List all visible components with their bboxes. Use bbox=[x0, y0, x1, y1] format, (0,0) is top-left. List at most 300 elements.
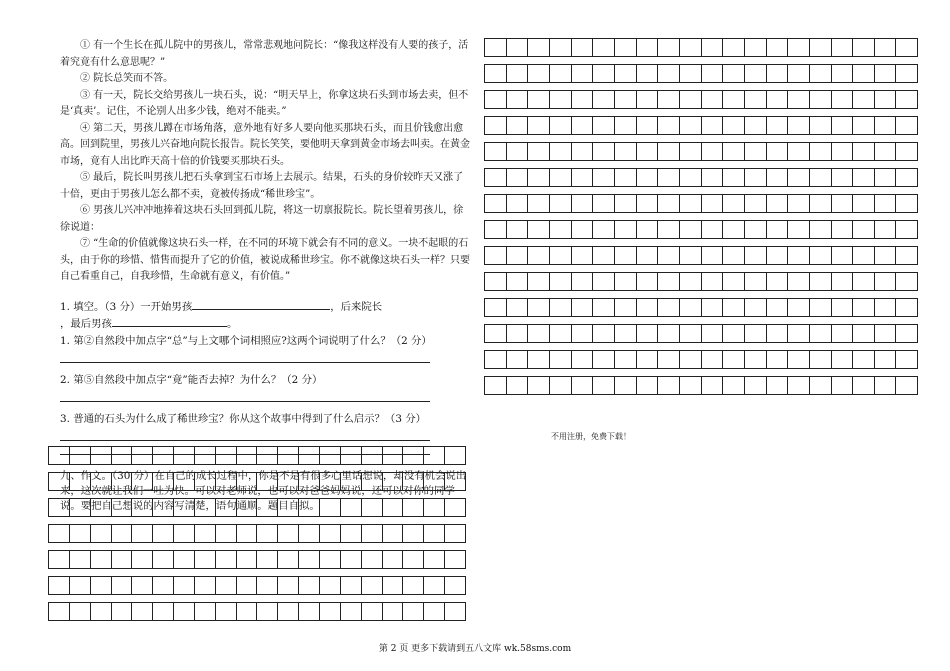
grid-cell[interactable] bbox=[658, 143, 680, 160]
grid-cell[interactable] bbox=[658, 299, 680, 316]
grid-cell[interactable] bbox=[278, 499, 299, 516]
grid-cell[interactable] bbox=[153, 551, 174, 568]
grid-cell[interactable] bbox=[572, 299, 594, 316]
grid-cell[interactable] bbox=[875, 39, 897, 56]
grid-cell[interactable] bbox=[810, 221, 832, 238]
grid-cell[interactable] bbox=[424, 551, 445, 568]
grid-cell[interactable] bbox=[112, 499, 133, 516]
grid-cell[interactable] bbox=[91, 447, 112, 464]
grid-cell[interactable] bbox=[49, 473, 70, 490]
grid-cell[interactable] bbox=[680, 195, 702, 212]
grid-cell[interactable] bbox=[237, 525, 258, 542]
grid-cell[interactable] bbox=[875, 377, 897, 394]
grid-cell[interactable] bbox=[257, 603, 278, 620]
grid-cell[interactable] bbox=[832, 247, 854, 264]
grid-cell[interactable] bbox=[216, 577, 237, 594]
grid-row[interactable] bbox=[48, 550, 466, 569]
grid-cell[interactable] bbox=[875, 247, 897, 264]
grid-cell[interactable] bbox=[507, 39, 529, 56]
grid-cell[interactable] bbox=[896, 65, 917, 82]
grid-cell[interactable] bbox=[767, 377, 789, 394]
grid-cell[interactable] bbox=[767, 325, 789, 342]
grid-cell[interactable] bbox=[853, 247, 875, 264]
grid-cell[interactable] bbox=[810, 273, 832, 290]
grid-cell[interactable] bbox=[658, 91, 680, 108]
grid-cell[interactable] bbox=[680, 299, 702, 316]
grid-row[interactable] bbox=[484, 298, 918, 317]
grid-cell[interactable] bbox=[112, 551, 133, 568]
grid-cell[interactable] bbox=[875, 169, 897, 186]
grid-cell[interactable] bbox=[723, 143, 745, 160]
grid-cell[interactable] bbox=[403, 603, 424, 620]
grid-cell[interactable] bbox=[278, 551, 299, 568]
grid-cell[interactable] bbox=[572, 273, 594, 290]
grid-row[interactable] bbox=[484, 168, 918, 187]
grid-cell[interactable] bbox=[637, 65, 659, 82]
grid-cell[interactable] bbox=[702, 91, 724, 108]
grid-cell[interactable] bbox=[615, 247, 637, 264]
grid-cell[interactable] bbox=[658, 117, 680, 134]
grid-cell[interactable] bbox=[702, 195, 724, 212]
grid-cell[interactable] bbox=[723, 377, 745, 394]
grid-cell[interactable] bbox=[153, 447, 174, 464]
grid-cell[interactable] bbox=[745, 377, 767, 394]
grid-cell[interactable] bbox=[896, 299, 917, 316]
grid-cell[interactable] bbox=[810, 169, 832, 186]
grid-cell[interactable] bbox=[485, 39, 507, 56]
grid-cell[interactable] bbox=[507, 143, 529, 160]
grid-cell[interactable] bbox=[745, 247, 767, 264]
grid-cell[interactable] bbox=[658, 351, 680, 368]
grid-cell[interactable] bbox=[637, 299, 659, 316]
grid-cell[interactable] bbox=[403, 577, 424, 594]
grid-cell[interactable] bbox=[49, 525, 70, 542]
grid-cell[interactable] bbox=[550, 39, 572, 56]
grid-cell[interactable] bbox=[485, 117, 507, 134]
grid-cell[interactable] bbox=[615, 143, 637, 160]
grid-cell[interactable] bbox=[680, 91, 702, 108]
grid-cell[interactable] bbox=[132, 577, 153, 594]
grid-cell[interactable] bbox=[810, 91, 832, 108]
grid-cell[interactable] bbox=[550, 195, 572, 212]
grid-cell[interactable] bbox=[153, 603, 174, 620]
grid-cell[interactable] bbox=[680, 143, 702, 160]
grid-cell[interactable] bbox=[745, 143, 767, 160]
grid-cell[interactable] bbox=[723, 325, 745, 342]
grid-cell[interactable] bbox=[485, 325, 507, 342]
grid-cell[interactable] bbox=[593, 377, 615, 394]
grid-cell[interactable] bbox=[723, 65, 745, 82]
grid-cell[interactable] bbox=[702, 169, 724, 186]
grid-cell[interactable] bbox=[195, 525, 216, 542]
grid-cell[interactable] bbox=[767, 169, 789, 186]
grid-cell[interactable] bbox=[174, 551, 195, 568]
grid-cell[interactable] bbox=[767, 195, 789, 212]
grid-cell[interactable] bbox=[637, 169, 659, 186]
grid-cell[interactable] bbox=[615, 169, 637, 186]
grid-cell[interactable] bbox=[788, 247, 810, 264]
grid-cell[interactable] bbox=[572, 377, 594, 394]
grid-cell[interactable] bbox=[593, 351, 615, 368]
grid-cell[interactable] bbox=[49, 551, 70, 568]
grid-cell[interactable] bbox=[362, 525, 383, 542]
grid-cell[interactable] bbox=[445, 577, 465, 594]
grid-cell[interactable] bbox=[299, 499, 320, 516]
grid-cell[interactable] bbox=[299, 551, 320, 568]
grid-cell[interactable] bbox=[257, 551, 278, 568]
grid-cell[interactable] bbox=[403, 473, 424, 490]
grid-cell[interactable] bbox=[70, 447, 91, 464]
grid-cell[interactable] bbox=[875, 351, 897, 368]
grid-cell[interactable] bbox=[593, 117, 615, 134]
grid-cell[interactable] bbox=[299, 447, 320, 464]
grid-cell[interactable] bbox=[445, 447, 465, 464]
grid-cell[interactable] bbox=[767, 299, 789, 316]
grid-cell[interactable] bbox=[362, 499, 383, 516]
grid-cell[interactable] bbox=[216, 499, 237, 516]
grid-cell[interactable] bbox=[278, 447, 299, 464]
grid-cell[interactable] bbox=[507, 221, 529, 238]
grid-cell[interactable] bbox=[195, 473, 216, 490]
grid-cell[interactable] bbox=[680, 247, 702, 264]
grid-cell[interactable] bbox=[403, 499, 424, 516]
grid-cell[interactable] bbox=[132, 551, 153, 568]
grid-cell[interactable] bbox=[237, 603, 258, 620]
grid-row[interactable] bbox=[484, 272, 918, 291]
grid-cell[interactable] bbox=[528, 65, 550, 82]
grid-cell[interactable] bbox=[593, 39, 615, 56]
grid-cell[interactable] bbox=[424, 499, 445, 516]
grid-cell[interactable] bbox=[550, 65, 572, 82]
grid-cell[interactable] bbox=[507, 195, 529, 212]
grid-cell[interactable] bbox=[383, 577, 404, 594]
grid-row[interactable] bbox=[484, 350, 918, 369]
grid-cell[interactable] bbox=[403, 525, 424, 542]
grid-cell[interactable] bbox=[550, 91, 572, 108]
grid-cell[interactable] bbox=[896, 273, 917, 290]
grid-cell[interactable] bbox=[832, 195, 854, 212]
grid-row[interactable] bbox=[48, 524, 466, 543]
grid-cell[interactable] bbox=[723, 195, 745, 212]
grid-cell[interactable] bbox=[810, 299, 832, 316]
grid-cell[interactable] bbox=[788, 169, 810, 186]
grid-cell[interactable] bbox=[615, 65, 637, 82]
grid-cell[interactable] bbox=[615, 117, 637, 134]
grid-cell[interactable] bbox=[745, 299, 767, 316]
grid-cell[interactable] bbox=[680, 351, 702, 368]
grid-cell[interactable] bbox=[788, 117, 810, 134]
grid-cell[interactable] bbox=[507, 169, 529, 186]
grid-cell[interactable] bbox=[257, 525, 278, 542]
grid-cell[interactable] bbox=[507, 377, 529, 394]
grid-cell[interactable] bbox=[593, 195, 615, 212]
grid-cell[interactable] bbox=[723, 351, 745, 368]
grid-cell[interactable] bbox=[593, 143, 615, 160]
grid-cell[interactable] bbox=[91, 551, 112, 568]
grid-cell[interactable] bbox=[788, 91, 810, 108]
grid-cell[interactable] bbox=[195, 603, 216, 620]
grid-cell[interactable] bbox=[853, 299, 875, 316]
grid-cell[interactable] bbox=[424, 577, 445, 594]
grid-cell[interactable] bbox=[593, 221, 615, 238]
grid-cell[interactable] bbox=[896, 91, 917, 108]
grid-cell[interactable] bbox=[832, 377, 854, 394]
grid-cell[interactable] bbox=[680, 325, 702, 342]
grid-cell[interactable] bbox=[485, 169, 507, 186]
grid-cell[interactable] bbox=[485, 143, 507, 160]
grid-cell[interactable] bbox=[216, 551, 237, 568]
grid-cell[interactable] bbox=[637, 91, 659, 108]
grid-cell[interactable] bbox=[112, 473, 133, 490]
grid-cell[interactable] bbox=[237, 447, 258, 464]
grid-cell[interactable] bbox=[745, 91, 767, 108]
grid-cell[interactable] bbox=[702, 221, 724, 238]
grid-cell[interactable] bbox=[174, 603, 195, 620]
grid-cell[interactable] bbox=[702, 117, 724, 134]
grid-cell[interactable] bbox=[593, 91, 615, 108]
grid-cell[interactable] bbox=[875, 117, 897, 134]
grid-cell[interactable] bbox=[572, 325, 594, 342]
grid-cell[interactable] bbox=[853, 273, 875, 290]
grid-cell[interactable] bbox=[723, 117, 745, 134]
grid-cell[interactable] bbox=[658, 39, 680, 56]
grid-cell[interactable] bbox=[637, 117, 659, 134]
grid-cell[interactable] bbox=[637, 39, 659, 56]
grid-cell[interactable] bbox=[832, 65, 854, 82]
grid-cell[interactable] bbox=[896, 351, 917, 368]
grid-cell[interactable] bbox=[174, 577, 195, 594]
grid-cell[interactable] bbox=[767, 65, 789, 82]
grid-cell[interactable] bbox=[615, 195, 637, 212]
grid-cell[interactable] bbox=[507, 65, 529, 82]
grid-cell[interactable] bbox=[132, 473, 153, 490]
grid-cell[interactable] bbox=[702, 273, 724, 290]
grid-cell[interactable] bbox=[424, 473, 445, 490]
grid-cell[interactable] bbox=[593, 273, 615, 290]
grid-cell[interactable] bbox=[896, 117, 917, 134]
grid-cell[interactable] bbox=[550, 247, 572, 264]
grid-cell[interactable] bbox=[810, 117, 832, 134]
grid-cell[interactable] bbox=[528, 91, 550, 108]
grid-cell[interactable] bbox=[745, 169, 767, 186]
grid-cell[interactable] bbox=[550, 377, 572, 394]
grid-cell[interactable] bbox=[445, 525, 465, 542]
grid-cell[interactable] bbox=[810, 325, 832, 342]
grid-cell[interactable] bbox=[174, 499, 195, 516]
grid-cell[interactable] bbox=[723, 221, 745, 238]
grid-cell[interactable] bbox=[875, 195, 897, 212]
grid-cell[interactable] bbox=[572, 143, 594, 160]
grid-cell[interactable] bbox=[853, 195, 875, 212]
grid-cell[interactable] bbox=[383, 473, 404, 490]
grid-cell[interactable] bbox=[257, 499, 278, 516]
grid-cell[interactable] bbox=[445, 603, 465, 620]
grid-cell[interactable] bbox=[832, 299, 854, 316]
grid-cell[interactable] bbox=[320, 447, 341, 464]
grid-cell[interactable] bbox=[132, 499, 153, 516]
grid-cell[interactable] bbox=[91, 603, 112, 620]
grid-cell[interactable] bbox=[658, 65, 680, 82]
grid-cell[interactable] bbox=[572, 247, 594, 264]
grid-cell[interactable] bbox=[788, 325, 810, 342]
grid-cell[interactable] bbox=[132, 447, 153, 464]
grid-cell[interactable] bbox=[593, 299, 615, 316]
grid-cell[interactable] bbox=[875, 143, 897, 160]
grid-cell[interactable] bbox=[658, 221, 680, 238]
grid-cell[interactable] bbox=[257, 473, 278, 490]
grid-cell[interactable] bbox=[112, 525, 133, 542]
grid-cell[interactable] bbox=[383, 603, 404, 620]
grid-cell[interactable] bbox=[49, 577, 70, 594]
grid-cell[interactable] bbox=[658, 247, 680, 264]
grid-cell[interactable] bbox=[341, 447, 362, 464]
grid-cell[interactable] bbox=[49, 447, 70, 464]
grid-cell[interactable] bbox=[593, 247, 615, 264]
grid-cell[interactable] bbox=[445, 551, 465, 568]
grid-cell[interactable] bbox=[702, 299, 724, 316]
grid-cell[interactable] bbox=[383, 499, 404, 516]
grid-cell[interactable] bbox=[383, 525, 404, 542]
grid-cell[interactable] bbox=[810, 377, 832, 394]
grid-cell[interactable] bbox=[832, 143, 854, 160]
grid-cell[interactable] bbox=[853, 65, 875, 82]
grid-cell[interactable] bbox=[853, 325, 875, 342]
grid-row[interactable] bbox=[48, 472, 466, 491]
grid-cell[interactable] bbox=[507, 117, 529, 134]
grid-cell[interactable] bbox=[445, 499, 465, 516]
grid-cell[interactable] bbox=[810, 351, 832, 368]
grid-cell[interactable] bbox=[896, 39, 917, 56]
grid-cell[interactable] bbox=[788, 221, 810, 238]
grid-cell[interactable] bbox=[593, 65, 615, 82]
grid-cell[interactable] bbox=[658, 169, 680, 186]
grid-cell[interactable] bbox=[153, 473, 174, 490]
grid-cell[interactable] bbox=[875, 325, 897, 342]
grid-cell[interactable] bbox=[896, 143, 917, 160]
grid-cell[interactable] bbox=[91, 499, 112, 516]
grid-cell[interactable] bbox=[550, 351, 572, 368]
grid-cell[interactable] bbox=[875, 91, 897, 108]
grid-cell[interactable] bbox=[615, 221, 637, 238]
grid-cell[interactable] bbox=[832, 91, 854, 108]
grid-cell[interactable] bbox=[702, 351, 724, 368]
grid-cell[interactable] bbox=[507, 273, 529, 290]
grid-cell[interactable] bbox=[658, 273, 680, 290]
grid-cell[interactable] bbox=[362, 447, 383, 464]
grid-cell[interactable] bbox=[216, 525, 237, 542]
grid-cell[interactable] bbox=[278, 603, 299, 620]
fill-blank-1[interactable] bbox=[192, 298, 330, 310]
grid-cell[interactable] bbox=[528, 299, 550, 316]
grid-cell[interactable] bbox=[112, 577, 133, 594]
grid-cell[interactable] bbox=[875, 221, 897, 238]
grid-cell[interactable] bbox=[403, 447, 424, 464]
grid-cell[interactable] bbox=[174, 525, 195, 542]
grid-cell[interactable] bbox=[174, 473, 195, 490]
grid-cell[interactable] bbox=[132, 525, 153, 542]
grid-cell[interactable] bbox=[853, 351, 875, 368]
grid-cell[interactable] bbox=[723, 247, 745, 264]
grid-cell[interactable] bbox=[637, 273, 659, 290]
grid-cell[interactable] bbox=[637, 143, 659, 160]
answer-line[interactable] bbox=[60, 388, 430, 402]
grid-row[interactable] bbox=[484, 64, 918, 83]
grid-cell[interactable] bbox=[875, 65, 897, 82]
grid-cell[interactable] bbox=[528, 169, 550, 186]
grid-cell[interactable] bbox=[788, 299, 810, 316]
grid-cell[interactable] bbox=[485, 351, 507, 368]
grid-cell[interactable] bbox=[702, 247, 724, 264]
grid-cell[interactable] bbox=[424, 447, 445, 464]
grid-cell[interactable] bbox=[767, 91, 789, 108]
grid-cell[interactable] bbox=[216, 603, 237, 620]
composition-grid-left[interactable] bbox=[48, 446, 466, 628]
grid-cell[interactable] bbox=[153, 577, 174, 594]
grid-cell[interactable] bbox=[528, 39, 550, 56]
fill-blank-2[interactable] bbox=[112, 315, 227, 327]
grid-cell[interactable] bbox=[485, 273, 507, 290]
grid-cell[interactable] bbox=[832, 117, 854, 134]
grid-cell[interactable] bbox=[853, 117, 875, 134]
grid-cell[interactable] bbox=[485, 91, 507, 108]
grid-cell[interactable] bbox=[572, 221, 594, 238]
grid-cell[interactable] bbox=[70, 473, 91, 490]
grid-cell[interactable] bbox=[91, 473, 112, 490]
grid-cell[interactable] bbox=[195, 447, 216, 464]
grid-cell[interactable] bbox=[853, 377, 875, 394]
grid-cell[interactable] bbox=[680, 169, 702, 186]
grid-cell[interactable] bbox=[320, 603, 341, 620]
grid-cell[interactable] bbox=[680, 377, 702, 394]
grid-cell[interactable] bbox=[875, 273, 897, 290]
grid-cell[interactable] bbox=[485, 377, 507, 394]
grid-cell[interactable] bbox=[278, 577, 299, 594]
grid-cell[interactable] bbox=[810, 247, 832, 264]
grid-cell[interactable] bbox=[572, 169, 594, 186]
grid-cell[interactable] bbox=[237, 551, 258, 568]
grid-cell[interactable] bbox=[853, 39, 875, 56]
grid-cell[interactable] bbox=[572, 65, 594, 82]
grid-row[interactable] bbox=[484, 246, 918, 265]
grid-cell[interactable] bbox=[70, 499, 91, 516]
grid-cell[interactable] bbox=[788, 377, 810, 394]
grid-cell[interactable] bbox=[70, 577, 91, 594]
grid-cell[interactable] bbox=[723, 169, 745, 186]
grid-cell[interactable] bbox=[237, 473, 258, 490]
grid-cell[interactable] bbox=[362, 577, 383, 594]
grid-cell[interactable] bbox=[896, 325, 917, 342]
grid-cell[interactable] bbox=[153, 499, 174, 516]
grid-cell[interactable] bbox=[112, 603, 133, 620]
grid-cell[interactable] bbox=[403, 551, 424, 568]
grid-row[interactable] bbox=[484, 38, 918, 57]
grid-cell[interactable] bbox=[528, 351, 550, 368]
grid-cell[interactable] bbox=[49, 603, 70, 620]
grid-cell[interactable] bbox=[70, 603, 91, 620]
grid-cell[interactable] bbox=[658, 195, 680, 212]
grid-cell[interactable] bbox=[550, 143, 572, 160]
grid-cell[interactable] bbox=[216, 447, 237, 464]
grid-row[interactable] bbox=[484, 142, 918, 161]
grid-cell[interactable] bbox=[362, 603, 383, 620]
grid-cell[interactable] bbox=[593, 325, 615, 342]
grid-cell[interactable] bbox=[528, 377, 550, 394]
grid-cell[interactable] bbox=[528, 143, 550, 160]
grid-cell[interactable] bbox=[485, 221, 507, 238]
grid-cell[interactable] bbox=[445, 473, 465, 490]
grid-cell[interactable] bbox=[485, 299, 507, 316]
grid-cell[interactable] bbox=[832, 221, 854, 238]
